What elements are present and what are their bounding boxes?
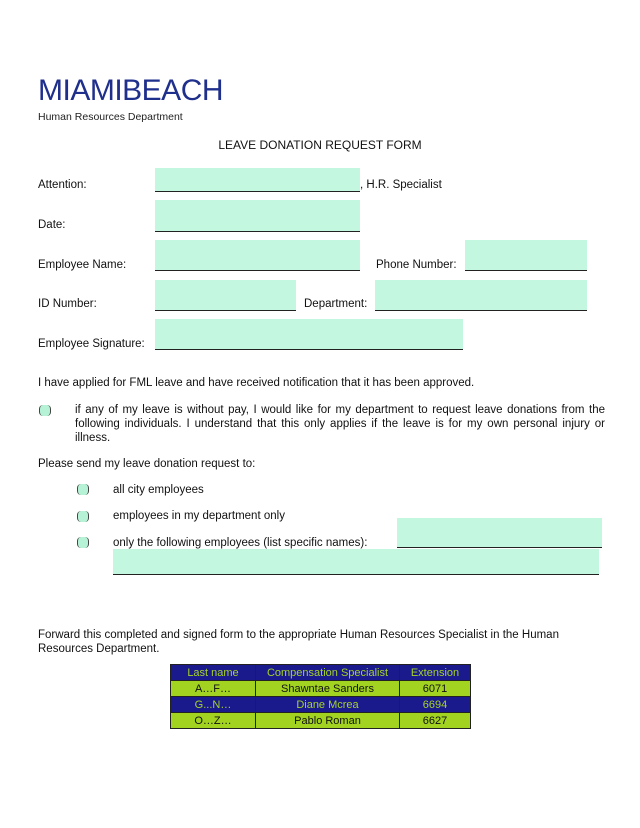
- department-only-checkbox[interactable]: [77, 511, 89, 522]
- send-to-intro: Please send my leave donation request to:: [38, 458, 256, 470]
- attention-suffix: , H.R. Specialist: [360, 179, 442, 191]
- specific-names-field[interactable]: [397, 518, 602, 548]
- attention-field[interactable]: [155, 168, 360, 192]
- cell-extension: 6627: [400, 713, 471, 729]
- phone-field[interactable]: [465, 240, 587, 271]
- signature-label: Employee Signature:: [38, 338, 145, 350]
- fml-statement: I have applied for FML leave and have received notification that it has been approved.: [38, 377, 475, 389]
- table-header-row: [171, 665, 471, 681]
- all-employees-label: all city employees: [113, 484, 204, 496]
- signature-field[interactable]: [155, 319, 463, 350]
- cell-specialist: Pablo Roman: [256, 713, 400, 729]
- employee-name-field[interactable]: [155, 240, 360, 271]
- specific-employees-label: only the following employees (list specific names):: [113, 537, 368, 549]
- specific-employees-checkbox[interactable]: [77, 537, 89, 548]
- cell-extension: 6071: [400, 681, 471, 697]
- table-row: [171, 713, 471, 729]
- department-field[interactable]: [375, 280, 587, 311]
- header-specialist: Compensation Specialist: [256, 665, 400, 681]
- employee-name-label: Employee Name:: [38, 259, 127, 271]
- date-label: Date:: [38, 219, 66, 231]
- specific-names-field-2[interactable]: [113, 549, 599, 575]
- cell-specialist: Shawntae Sanders: [256, 681, 400, 697]
- cell-last-name: O…Z…: [171, 713, 256, 729]
- forward-instructions: Forward this completed and signed form to the appropriate Human Resources Specialist in the Human Resources Department.: [38, 629, 559, 655]
- table-row: [171, 697, 471, 713]
- pay-option-text: if any of my leave is without pay, I would like for my department to request leave donations from the following individuals. I understand that this only applies if the leave is for my own personal injury or illness.: [75, 404, 605, 444]
- cell-extension: 6694: [400, 697, 471, 713]
- attention-label: Attention:: [38, 179, 87, 191]
- form-title: LEAVE DONATION REQUEST FORM: [218, 138, 422, 152]
- cell-last-name: G...N…: [171, 697, 256, 713]
- department-label: Department:: [304, 298, 368, 310]
- table-row: [171, 681, 471, 697]
- pay-option-checkbox[interactable]: [39, 405, 51, 416]
- department-subtitle: Human Resources Department: [38, 111, 183, 123]
- cell-last-name: A…F…: [171, 681, 256, 697]
- id-field[interactable]: [155, 280, 296, 311]
- phone-label: Phone Number:: [376, 259, 457, 271]
- logo: MIAMIBEACH: [38, 74, 224, 107]
- department-only-label: employees in my department only: [113, 510, 285, 522]
- id-label: ID Number:: [38, 298, 97, 310]
- header-extension: Extension: [400, 665, 471, 681]
- header-last-name: Last name: [171, 665, 256, 681]
- specialist-table: [170, 664, 471, 729]
- cell-specialist: Diane Mcrea: [256, 697, 400, 713]
- date-field[interactable]: [155, 200, 360, 232]
- all-employees-checkbox[interactable]: [77, 484, 89, 495]
